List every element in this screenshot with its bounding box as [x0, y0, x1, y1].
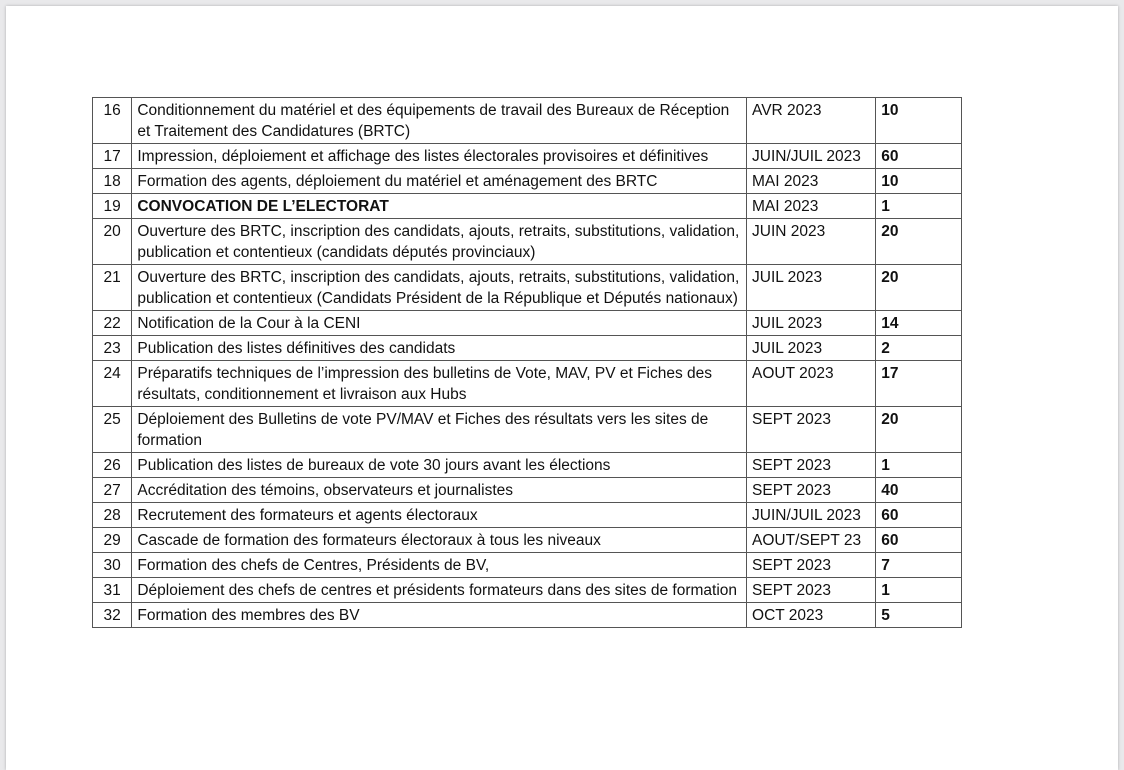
row-number: 23 — [93, 336, 132, 361]
period-cell: MAI 2023 — [747, 169, 876, 194]
period-cell: SEPT 2023 — [747, 578, 876, 603]
table-row — [93, 453, 962, 478]
document-page — [6, 6, 1118, 770]
period-cell: JUIN/JUIL 2023 — [747, 503, 876, 528]
activity-cell: Ouverture des BRTC, inscription des candidats, ajouts, retraits, substitutions, validation, publication et contentieux (candidats députés provinciaux) — [132, 219, 747, 265]
duration-cell: 20 — [876, 265, 962, 311]
period-cell: JUIL 2023 — [747, 265, 876, 311]
activity-cell: Préparatifs techniques de l’impression des bulletins de Vote, MAV, PV et Fiches des résultats, conditionnement et livraison aux Hubs — [132, 361, 747, 407]
table-row — [93, 194, 962, 219]
activity-cell: Formation des membres des BV — [132, 603, 747, 628]
row-number: 26 — [93, 453, 132, 478]
period-cell: SEPT 2023 — [747, 407, 876, 453]
period-cell: OCT 2023 — [747, 603, 876, 628]
table-row — [93, 98, 962, 144]
table-row — [93, 144, 962, 169]
row-number: 16 — [93, 98, 132, 144]
duration-cell: 20 — [876, 219, 962, 265]
activity-cell: Publication des listes de bureaux de vote 30 jours avant les élections — [132, 453, 747, 478]
table-row — [93, 578, 962, 603]
duration-cell: 60 — [876, 144, 962, 169]
duration-cell: 10 — [876, 169, 962, 194]
row-number: 17 — [93, 144, 132, 169]
period-cell: AOUT 2023 — [747, 361, 876, 407]
period-cell: AVR 2023 — [747, 98, 876, 144]
row-number: 22 — [93, 311, 132, 336]
duration-cell: 2 — [876, 336, 962, 361]
duration-cell: 1 — [876, 194, 962, 219]
duration-cell: 17 — [876, 361, 962, 407]
table-row — [93, 528, 962, 553]
duration-cell: 20 — [876, 407, 962, 453]
row-number: 32 — [93, 603, 132, 628]
activity-cell: Notification de la Cour à la CENI — [132, 311, 747, 336]
table-row — [93, 169, 962, 194]
period-cell: JUIL 2023 — [747, 311, 876, 336]
duration-cell: 40 — [876, 478, 962, 503]
activity-cell: Formation des agents, déploiement du matériel et aménagement des BRTC — [132, 169, 747, 194]
duration-cell: 1 — [876, 578, 962, 603]
row-number: 27 — [93, 478, 132, 503]
duration-cell: 7 — [876, 553, 962, 578]
table-row — [93, 503, 962, 528]
table-row — [93, 603, 962, 628]
table-row — [93, 219, 962, 265]
activity-cell: Recrutement des formateurs et agents électoraux — [132, 503, 747, 528]
period-cell: AOUT/SEPT 23 — [747, 528, 876, 553]
duration-cell: 14 — [876, 311, 962, 336]
period-cell: JUIL 2023 — [747, 336, 876, 361]
row-number: 21 — [93, 265, 132, 311]
period-cell: SEPT 2023 — [747, 453, 876, 478]
table-row — [93, 311, 962, 336]
period-cell: SEPT 2023 — [747, 478, 876, 503]
row-number: 30 — [93, 553, 132, 578]
period-cell: SEPT 2023 — [747, 553, 876, 578]
duration-cell: 10 — [876, 98, 962, 144]
row-number: 25 — [93, 407, 132, 453]
activity-cell: Déploiement des chefs de centres et présidents formateurs dans des sites de formation — [132, 578, 747, 603]
table-row — [93, 407, 962, 453]
row-number: 18 — [93, 169, 132, 194]
row-number: 20 — [93, 219, 132, 265]
activity-cell: Formation des chefs de Centres, Présidents de BV, — [132, 553, 747, 578]
duration-cell: 60 — [876, 528, 962, 553]
table-row — [93, 265, 962, 311]
schedule-table — [92, 97, 962, 628]
row-number: 28 — [93, 503, 132, 528]
table-row — [93, 478, 962, 503]
row-number: 19 — [93, 194, 132, 219]
activity-cell: CONVOCATION DE L’ELECTORAT — [132, 194, 747, 219]
activity-cell: Ouverture des BRTC, inscription des candidats, ajouts, retraits, substitutions, validation, publication et contentieux (Candidats Président de la République et Députés nationaux) — [132, 265, 747, 311]
activity-cell: Cascade de formation des formateurs électoraux à tous les niveaux — [132, 528, 747, 553]
period-cell: JUIN 2023 — [747, 219, 876, 265]
period-cell: MAI 2023 — [747, 194, 876, 219]
row-number: 31 — [93, 578, 132, 603]
activity-cell: Impression, déploiement et affichage des listes électorales provisoires et définitives — [132, 144, 747, 169]
duration-cell: 1 — [876, 453, 962, 478]
activity-cell: Conditionnement du matériel et des équipements de travail des Bureaux de Réception et Traitement des Candidatures (BRTC) — [132, 98, 747, 144]
period-cell: JUIN/JUIL 2023 — [747, 144, 876, 169]
table-row — [93, 361, 962, 407]
table-row — [93, 553, 962, 578]
row-number: 29 — [93, 528, 132, 553]
duration-cell: 60 — [876, 503, 962, 528]
activity-cell: Déploiement des Bulletins de vote PV/MAV et Fiches des résultats vers les sites de formation — [132, 407, 747, 453]
row-number: 24 — [93, 361, 132, 407]
activity-cell: Accréditation des témoins, observateurs et journalistes — [132, 478, 747, 503]
activity-cell: Publication des listes définitives des candidats — [132, 336, 747, 361]
table-row — [93, 336, 962, 361]
duration-cell: 5 — [876, 603, 962, 628]
